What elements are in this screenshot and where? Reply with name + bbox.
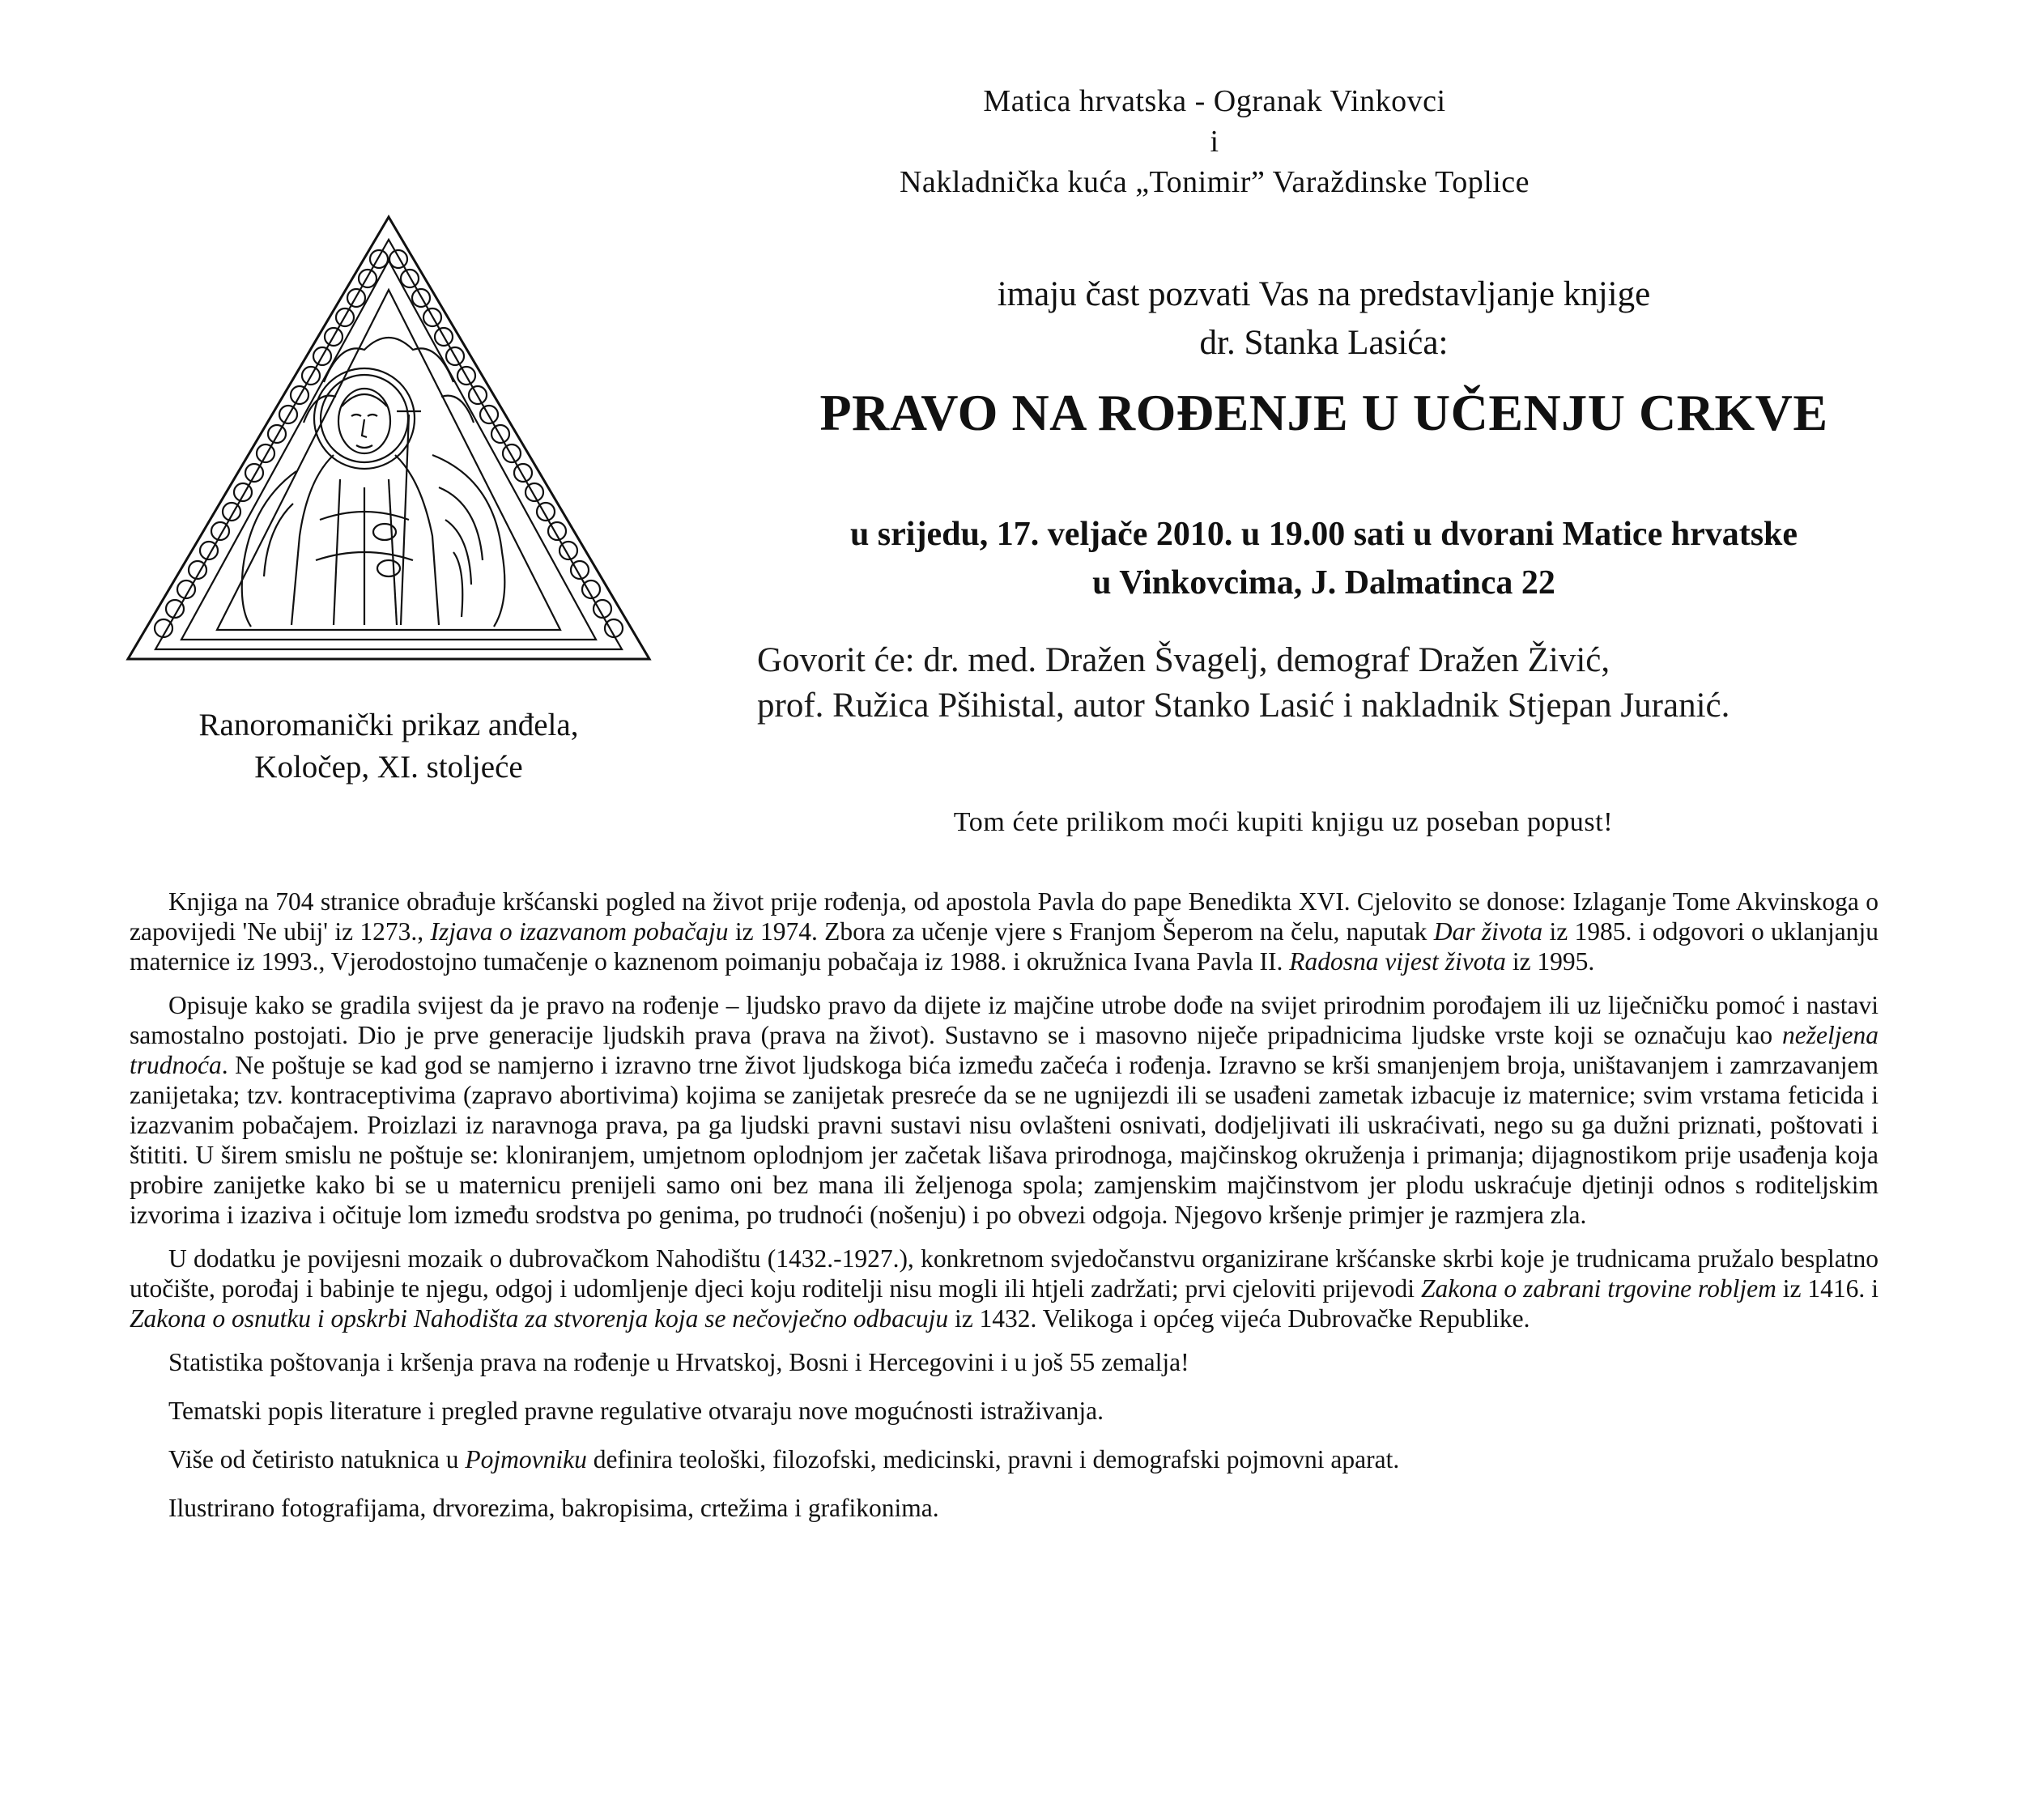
invitation-text (696, 271, 1951, 367)
italic-title: Izjava o izazvanom pobačaju (430, 917, 729, 946)
invitation-line: imaju čast pozvati Vas na predstavljanje knjige (997, 275, 1651, 313)
event-details (696, 510, 1951, 607)
book-description (130, 887, 1878, 1541)
illustration-caption (121, 704, 656, 789)
text-run: . Ne poštuje se kad god se namjerno i izravno trne život ljudskoga bića između začeća i rođenja. Izravno se krši smanjenjem broja, uništavanjem i zamrzavanjem zanijetaka; tzv. kontraceptivima (zapravo abortivima) kojima se zanijetak presreće da se ne ugnijezdi ili se usađeni zametak izbacuje iz maternice; svim vrstama feticida i izazvanim pobačajem. Proizlazi iz naravnoga prava, pa ga ljudski pravni sustavi nisu ovlašteni osnivati, dodjeljivati ili uskraćivati, nego su ga dužni priznati, poštovati i štititi. U širem smislu ne poštuje se: kloniranjem, umjetnom oplodnjom jer začetak lišava prirodnoga, majčinskog okruženja i primanja; dijagnostikom prije usađenja koja probire zanijetke kako bi se u maternicu prenijeli samo oni bez mana ili željenoga spola; zamjenskim majčinstvom jer plodu uskraćuje djetinji odnos s roditeljskim izvorima i izaziva i očituje lom između srodstva po genima, po trudnoći (nošenju) i po obvezi odgoja. Njegovo kršenje primjer je razmjera zla. (130, 1051, 1878, 1229)
text-run: iz 1985. i odgovori o uklanjanju maternice iz 1993., Vjerodostojno tumačenje o kaznenom poimanju pobačaja iz 1988. i okružnica Ivana Pavla II. (130, 917, 1879, 976)
description-paragraph-4: Statistika poštovanja i kršenja prava na rođenje u Hrvatskoj, Bosni i Hercegovini i u još 55 zemalja! (168, 1348, 1189, 1376)
speakers-line-1: Govorit će: dr. med. Dražen Švagelj, demograf Dražen Živić, (757, 641, 1610, 679)
text-run: iz 1416. i (1776, 1274, 1878, 1303)
description-paragraph-7: Ilustrirano fotografijama, drvorezima, bakropisima, crtežima i grafikonima. (168, 1494, 939, 1522)
description-paragraph-5: Tematski popis literature i pregled pravne regulative otvaraju nove mogućnosti istraživanja. (168, 1397, 1104, 1425)
caption-line-1: Ranoromanički prikaz anđela, (198, 708, 579, 742)
text-run: Knjiga na 704 stranice obrađuje kršćanski pogled na život prije rođenja, od apostola Pavla do pape Benedikta XVI. Cjelovito se donose: Izlaganje Tome Akvinskoga o zapovijedi 'Ne ubij' iz 1273., (130, 887, 1878, 946)
italic-title: Pojmovniku (465, 1445, 587, 1473)
organizer-line-1: Matica hrvatska - Ogranak Vinkovci (983, 84, 1446, 118)
text-run: iz 1974. Zbora za učenje vjere s Franjom Šeperom na čelu, naputak (728, 917, 1434, 946)
italic-title: Radosna vijest života (1289, 947, 1506, 976)
description-paragraph-2 (130, 990, 1878, 1230)
description-paragraph-6 (130, 1444, 1878, 1474)
organizer-conjunction: i (1210, 125, 1219, 159)
description-paragraph-3 (130, 1244, 1878, 1333)
book-author: dr. Stanka Lasića: (1199, 324, 1449, 362)
caption-line-2: Koločep, XI. stoljeće (254, 750, 523, 785)
event-date-line: u srijedu, 17. veljače 2010. u 19.00 sati u dvorani Matice hrvatske (849, 516, 1798, 553)
organizers-header (850, 81, 1579, 202)
speakers-line-2: prof. Ružica Pšihistal, autor Stanko Lasić i nakladnik Stjepan Juranić. (757, 687, 1730, 725)
organizer-line-2: Nakladnička kuća „Tonimir” Varaždinske Toplice (899, 165, 1530, 199)
text-run: Opisuje kako se gradila svijest da je pravo na rođenje – ljudsko pravo da dijete iz majčine utrobe dođe na svijet prirodnim porođajem ili uz liječničku pomoć i nastavi samostalno postojati. Dio je prve generacije ljudskih prava (prava na život). Sustavno se i masovno niječe pripadnicima ljudske vrste koji se označuju kao (130, 991, 1878, 1049)
text-run: iz 1995. (1505, 947, 1595, 976)
speakers-list (757, 638, 1955, 729)
italic-title: Zakona o osnutku i opskrbi Nahodišta za stvorenja koja se nečovječno odbacuju (130, 1304, 949, 1333)
angel-illustration (121, 212, 656, 665)
italic-title: Zakona o zabrani trgovine robljem (1420, 1274, 1776, 1303)
text-run: iz 1432. Velikoga i općeg vijeća Dubrovačke Republike. (948, 1304, 1530, 1333)
italic-title: Dar života (1433, 917, 1543, 946)
italic-term: neželjena trudnoća (130, 1021, 1878, 1079)
discount-note: Tom ćete prilikom moći kupiti knjigu uz poseban popust! (953, 807, 1614, 837)
angel-relief-image (121, 212, 656, 665)
text-run: Više od četiristo natuknica u (168, 1445, 466, 1473)
text-run: definira teološki, filozofski, medicinski, pravni i demografski pojmovni aparat. (586, 1445, 1400, 1473)
text-run: U dodatku je povijesni mozaik o dubrovačkom Nahodištu (1432.-1927.), konkretnom svjedočanstvu organizirane kršćanske skrbi koje je trudnicama pružalo besplatno utočište, porođaj i babinje te njegu, odgoj i udomljenje djeci koju roditelji nisu mogli ili htjeli zadržati; prvi cjeloviti prijevodi (130, 1244, 1878, 1303)
book-title: PRAVO NA ROĐENJE U UČENJU CRKVE (819, 384, 1828, 441)
description-paragraph-1 (130, 887, 1878, 976)
event-location-line: u Vinkovcima, J. Dalmatinca 22 (1092, 564, 1555, 602)
